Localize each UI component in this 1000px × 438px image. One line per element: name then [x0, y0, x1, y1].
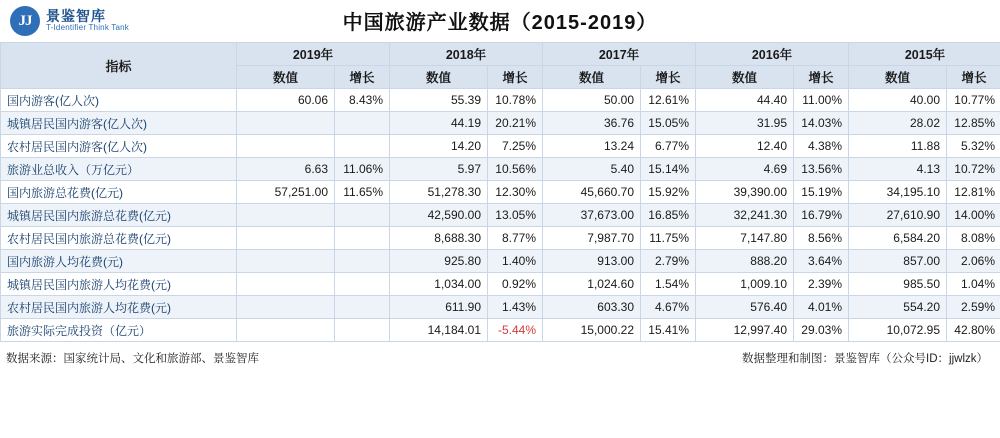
cell-value: 5.97: [390, 158, 488, 181]
cell-growth: 13.05%: [488, 204, 543, 227]
subheader-value-2019: 数值: [237, 66, 335, 89]
cell-growth: 12.30%: [488, 181, 543, 204]
row-metric-label: 农村居民国内旅游人均花费(元): [1, 296, 237, 319]
cell-value: 34,195.10: [849, 181, 947, 204]
cell-value: 28.02: [849, 112, 947, 135]
column-header-metric: 指标: [1, 43, 237, 89]
cell-growth: 1.54%: [641, 273, 696, 296]
table-row: [1, 158, 1000, 181]
cell-growth: 15.14%: [641, 158, 696, 181]
cell-value: 888.20: [696, 250, 794, 273]
cell-growth: 42.80%: [947, 319, 1000, 342]
cell-growth: -5.44%: [488, 319, 543, 342]
table-header: [1, 43, 1000, 89]
cell-growth: 12.81%: [947, 181, 1000, 204]
cell-value: 1,024.60: [543, 273, 641, 296]
logo-name-cn: 景鉴智库: [46, 7, 106, 24]
cell-growth: 8.08%: [947, 227, 1000, 250]
logo-text: [46, 9, 129, 33]
cell-value: 913.00: [543, 250, 641, 273]
cell-value: 45,660.70: [543, 181, 641, 204]
row-metric-label: 旅游实际完成投资（亿元）: [1, 319, 237, 342]
cell-growth: 1.43%: [488, 296, 543, 319]
cell-growth: 11.00%: [794, 89, 849, 112]
row-metric-label: 农村居民国内旅游总花费(亿元): [1, 227, 237, 250]
footer-source: 数据来源：国家统计局、文化和旅游部、景鉴智库: [6, 353, 259, 365]
tourism-data-table: [0, 42, 1000, 342]
table-row: [1, 112, 1000, 135]
footer-credit: 数据整理和制图：景鉴智库（公众号ID：jjwlzk）: [742, 353, 988, 365]
cell-value: 57,251.00: [237, 181, 335, 204]
page-title: 中国旅游产业数据（2015-2019）: [342, 12, 658, 34]
cell-growth: [335, 227, 390, 250]
cell-growth: 14.03%: [794, 112, 849, 135]
brand-logo: [10, 6, 129, 36]
subheader-value-2015: 数值: [849, 66, 947, 89]
cell-value: 27,610.90: [849, 204, 947, 227]
row-metric-label: 国内旅游总花费(亿元): [1, 181, 237, 204]
cell-value: 11.88: [849, 135, 947, 158]
row-metric-label: 城镇居民国内旅游总花费(亿元): [1, 204, 237, 227]
cell-growth: 15.41%: [641, 319, 696, 342]
subheader-growth-2017: 增长: [641, 66, 696, 89]
cell-value: 603.30: [543, 296, 641, 319]
logo-name-en: T-Identifier Think Tank: [46, 23, 130, 33]
cell-value: 39,390.00: [696, 181, 794, 204]
cell-value: 611.90: [390, 296, 488, 319]
table-row: [1, 227, 1000, 250]
cell-growth: 11.65%: [335, 181, 390, 204]
cell-value: 1,034.00: [390, 273, 488, 296]
cell-growth: 0.92%: [488, 273, 543, 296]
table-row: [1, 181, 1000, 204]
cell-growth: 10.56%: [488, 158, 543, 181]
cell-value: 37,673.00: [543, 204, 641, 227]
cell-growth: 2.06%: [947, 250, 1000, 273]
cell-value: 44.19: [390, 112, 488, 135]
cell-value: 60.06: [237, 89, 335, 112]
cell-growth: 8.43%: [335, 89, 390, 112]
cell-value: 51,278.30: [390, 181, 488, 204]
cell-growth: 1.40%: [488, 250, 543, 273]
cell-value: 4.69: [696, 158, 794, 181]
cell-value: 6,584.20: [849, 227, 947, 250]
cell-value: 7,987.70: [543, 227, 641, 250]
cell-value: 50.00: [543, 89, 641, 112]
cell-growth: 2.79%: [641, 250, 696, 273]
cell-growth: 15.92%: [641, 181, 696, 204]
cell-growth: 13.56%: [794, 158, 849, 181]
cell-value: 40.00: [849, 89, 947, 112]
cell-growth: 15.05%: [641, 112, 696, 135]
cell-growth: [335, 273, 390, 296]
cell-value: 925.80: [390, 250, 488, 273]
cell-value: 8,688.30: [390, 227, 488, 250]
cell-value: 554.20: [849, 296, 947, 319]
subheader-value-2016: 数值: [696, 66, 794, 89]
cell-growth: [335, 135, 390, 158]
page-footer: [0, 342, 1000, 366]
column-header-year-2015: 2015年: [849, 43, 1000, 66]
cell-growth: [335, 250, 390, 273]
table-row: [1, 135, 1000, 158]
cell-growth: 6.77%: [641, 135, 696, 158]
cell-value: [237, 273, 335, 296]
row-metric-label: 国内旅游人均花费(元): [1, 250, 237, 273]
cell-growth: 20.21%: [488, 112, 543, 135]
logo-mark-icon: JJ: [10, 6, 40, 36]
row-metric-label: 旅游业总收入（万亿元）: [1, 158, 237, 181]
table-row: [1, 89, 1000, 112]
cell-value: [237, 250, 335, 273]
table-row: [1, 204, 1000, 227]
page-header: [0, 0, 1000, 42]
table-row: [1, 296, 1000, 319]
cell-value: 985.50: [849, 273, 947, 296]
cell-value: 32,241.30: [696, 204, 794, 227]
subheader-growth-2018: 增长: [488, 66, 543, 89]
cell-value: 12,997.40: [696, 319, 794, 342]
cell-value: [237, 204, 335, 227]
column-header-year-2016: 2016年: [696, 43, 849, 66]
cell-value: 5.40: [543, 158, 641, 181]
cell-value: 6.63: [237, 158, 335, 181]
cell-growth: 16.79%: [794, 204, 849, 227]
cell-growth: 12.85%: [947, 112, 1000, 135]
cell-value: [237, 227, 335, 250]
cell-growth: [335, 204, 390, 227]
cell-growth: 4.67%: [641, 296, 696, 319]
subheader-value-2018: 数值: [390, 66, 488, 89]
cell-growth: 2.59%: [947, 296, 1000, 319]
cell-growth: 11.75%: [641, 227, 696, 250]
cell-value: 7,147.80: [696, 227, 794, 250]
cell-value: 36.76: [543, 112, 641, 135]
cell-growth: 11.06%: [335, 158, 390, 181]
cell-growth: 8.56%: [794, 227, 849, 250]
cell-value: 576.40: [696, 296, 794, 319]
row-metric-label: 农村居民国内游客(亿人次): [1, 135, 237, 158]
cell-growth: 14.00%: [947, 204, 1000, 227]
cell-value: 55.39: [390, 89, 488, 112]
cell-value: 10,072.95: [849, 319, 947, 342]
cell-growth: [335, 112, 390, 135]
row-metric-label: 国内游客(亿人次): [1, 89, 237, 112]
cell-growth: 10.77%: [947, 89, 1000, 112]
cell-value: 13.24: [543, 135, 641, 158]
column-header-year-2017: 2017年: [543, 43, 696, 66]
cell-value: [237, 135, 335, 158]
cell-growth: [335, 296, 390, 319]
row-metric-label: 城镇居民国内游客(亿人次): [1, 112, 237, 135]
row-metric-label: 城镇居民国内旅游人均花费(元): [1, 273, 237, 296]
cell-value: 15,000.22: [543, 319, 641, 342]
cell-value: 857.00: [849, 250, 947, 273]
subheader-growth-2016: 增长: [794, 66, 849, 89]
column-header-year-2019: 2019年: [237, 43, 390, 66]
cell-value: [237, 296, 335, 319]
cell-value: 42,590.00: [390, 204, 488, 227]
cell-growth: 3.64%: [794, 250, 849, 273]
subheader-value-2017: 数值: [543, 66, 641, 89]
cell-value: [237, 319, 335, 342]
cell-growth: 16.85%: [641, 204, 696, 227]
column-header-year-2018: 2018年: [390, 43, 543, 66]
cell-growth: 29.03%: [794, 319, 849, 342]
cell-value: [237, 112, 335, 135]
cell-value: 1,009.10: [696, 273, 794, 296]
cell-value: 44.40: [696, 89, 794, 112]
cell-growth: 5.32%: [947, 135, 1000, 158]
cell-value: 14.20: [390, 135, 488, 158]
cell-value: 31.95: [696, 112, 794, 135]
cell-growth: 8.77%: [488, 227, 543, 250]
cell-growth: 12.61%: [641, 89, 696, 112]
cell-value: 4.13: [849, 158, 947, 181]
table-body: [1, 89, 1000, 342]
cell-growth: 1.04%: [947, 273, 1000, 296]
cell-growth: 4.01%: [794, 296, 849, 319]
table-row: [1, 250, 1000, 273]
cell-value: 14,184.01: [390, 319, 488, 342]
cell-growth: 15.19%: [794, 181, 849, 204]
table-row: [1, 273, 1000, 296]
cell-growth: 4.38%: [794, 135, 849, 158]
table-row: [1, 319, 1000, 342]
cell-growth: 2.39%: [794, 273, 849, 296]
cell-growth: [335, 319, 390, 342]
cell-growth: 10.72%: [947, 158, 1000, 181]
subheader-growth-2019: 增长: [335, 66, 390, 89]
cell-value: 12.40: [696, 135, 794, 158]
cell-growth: 7.25%: [488, 135, 543, 158]
cell-growth: 10.78%: [488, 89, 543, 112]
subheader-growth-2015: 增长: [947, 66, 1000, 89]
table-header-row-years: [1, 43, 1000, 66]
